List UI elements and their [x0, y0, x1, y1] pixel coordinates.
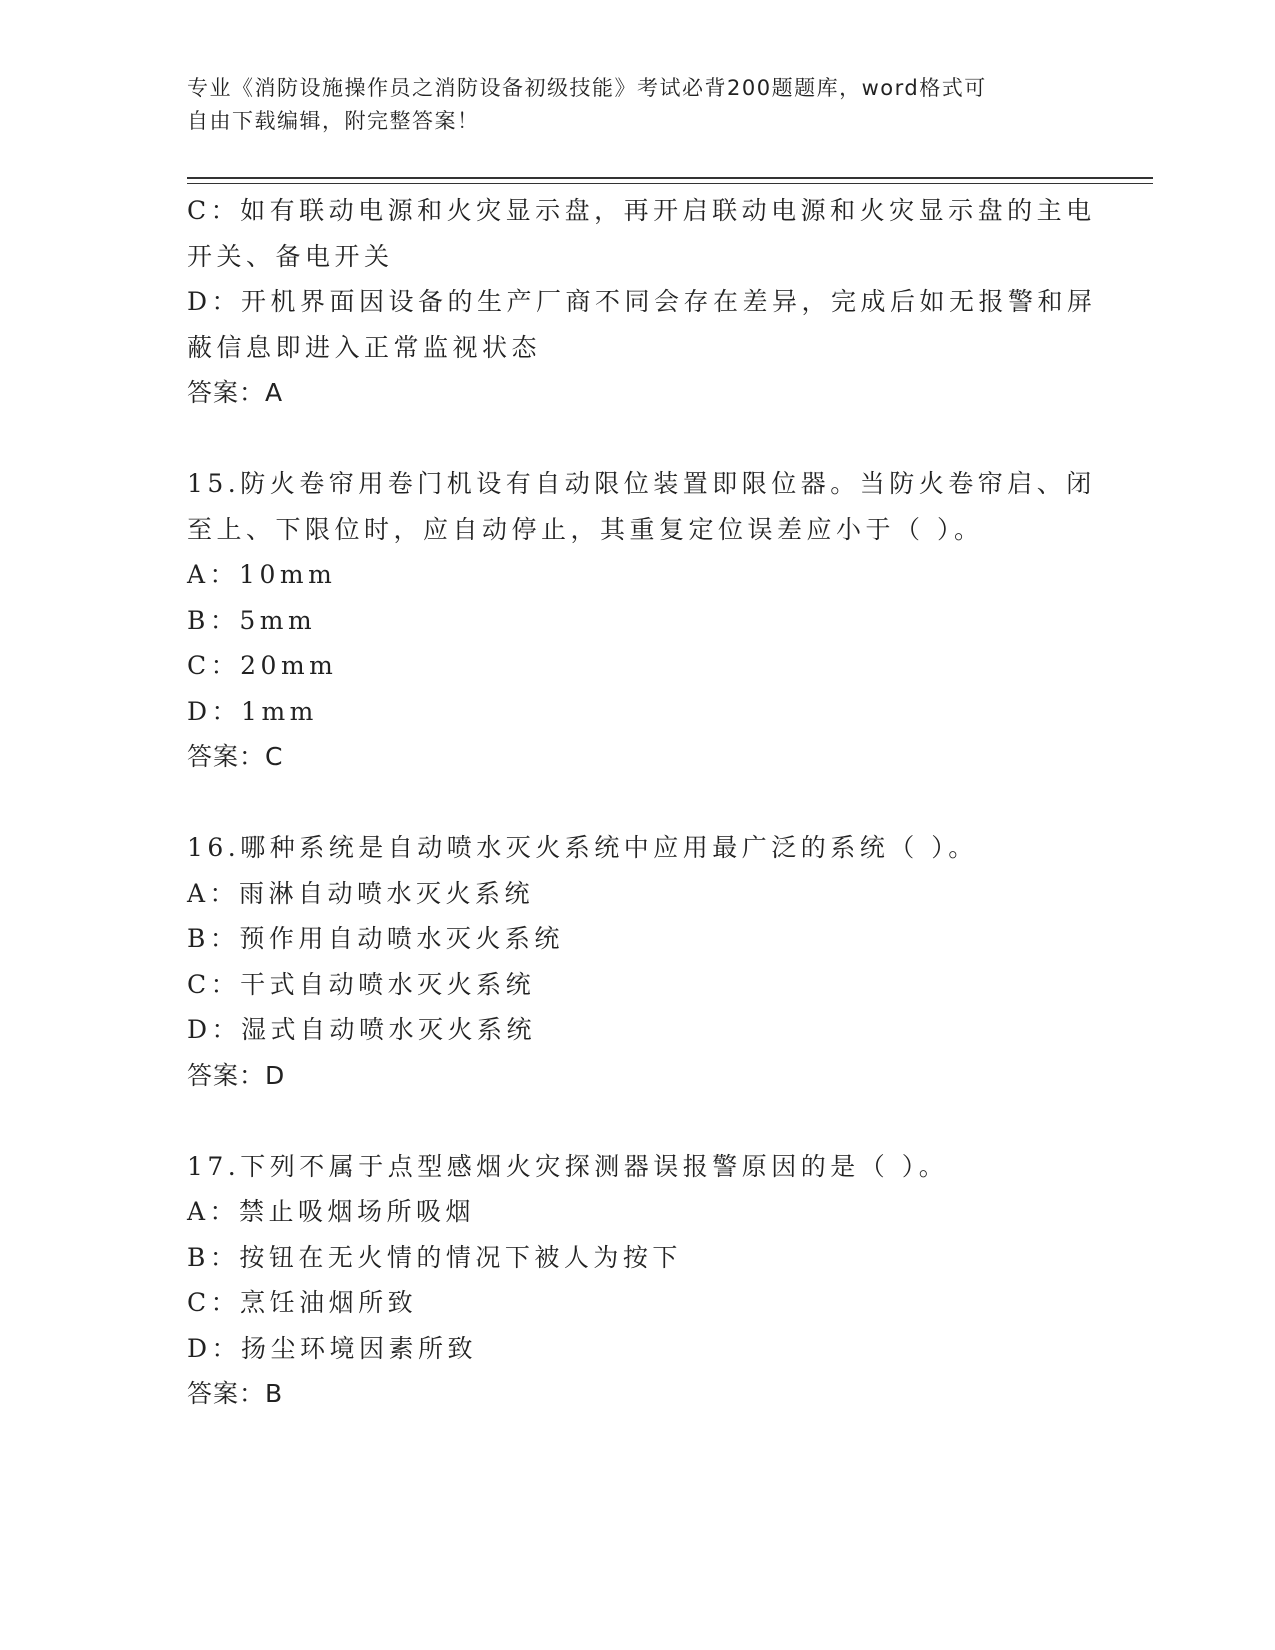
option-c-line-2: 开关、备电开关: [187, 241, 394, 271]
option-b: B：预作用自动喷水灭火系统: [187, 924, 564, 953]
answer-line: 答案：D: [187, 1060, 286, 1090]
question-block-15: [187, 461, 1096, 780]
option-d-line-1: D：开机界面因设备的生产厂商不同会存在差异，完成后如无报警和屏: [187, 287, 1097, 316]
option-d: D：湿式自动喷水灭火系统: [187, 1015, 537, 1044]
answer-line: 答案：A: [187, 378, 284, 407]
header-line-1: 专业《消防设施操作员之消防设备初级技能》考试必背200题题库，word格式可: [187, 76, 987, 100]
question-stem-line-1: 17.下列不属于点型感烟火灾探测器误报警原因的是（ ）。: [187, 1151, 949, 1181]
header-line-2: 自由下载编辑，附完整答案！: [187, 109, 480, 133]
option-d: D：1mm: [187, 696, 318, 726]
block-spacer: [187, 416, 1087, 462]
option-a: A：雨淋自动喷水灭火系统: [187, 878, 535, 908]
option-a: A：10mm: [187, 560, 337, 589]
question-block-14: [187, 188, 1097, 416]
question-stem-line-1: 16.哪种系统是自动喷水灭火系统中应用最广泛的系统（ ）。: [187, 833, 978, 862]
option-a: A：禁止吸烟场所吸烟: [187, 1197, 476, 1226]
block-spacer: [187, 1098, 1087, 1144]
option-c: C：20mm: [187, 651, 338, 680]
question-block-16: [187, 825, 1087, 1098]
option-b: B：5mm: [187, 605, 317, 635]
question-block-17: [187, 1144, 1087, 1417]
block-spacer: [187, 780, 1087, 826]
question-stem-line-2: 至上、下限位时，应自动停止，其重复定位误差应小于（ ）。: [187, 514, 984, 544]
question-stem-line-1: 15.防火卷帘用卷门机设有自动限位装置即限位器。当防火卷帘启、闭: [187, 469, 1096, 498]
option-d: D：扬尘环境因素所致: [187, 1333, 478, 1363]
option-b: B：按钮在无火情的情况下被人为按下: [187, 1242, 682, 1272]
document-header: [187, 72, 1087, 138]
option-c: C：烹饪油烟所致: [187, 1288, 418, 1317]
option-d-line-2: 蔽信息即进入正常监视状态: [187, 332, 542, 362]
option-c: C：干式自动喷水灭火系统: [187, 969, 536, 999]
answer-line: 答案：C: [187, 742, 284, 771]
question-list: [187, 188, 1097, 1417]
header-divider: [187, 177, 1153, 184]
answer-line: 答案：B: [187, 1379, 284, 1408]
option-c-line-1: C：如有联动电源和火灾显示盘，再开启联动电源和火灾显示盘的主电: [187, 196, 1096, 225]
